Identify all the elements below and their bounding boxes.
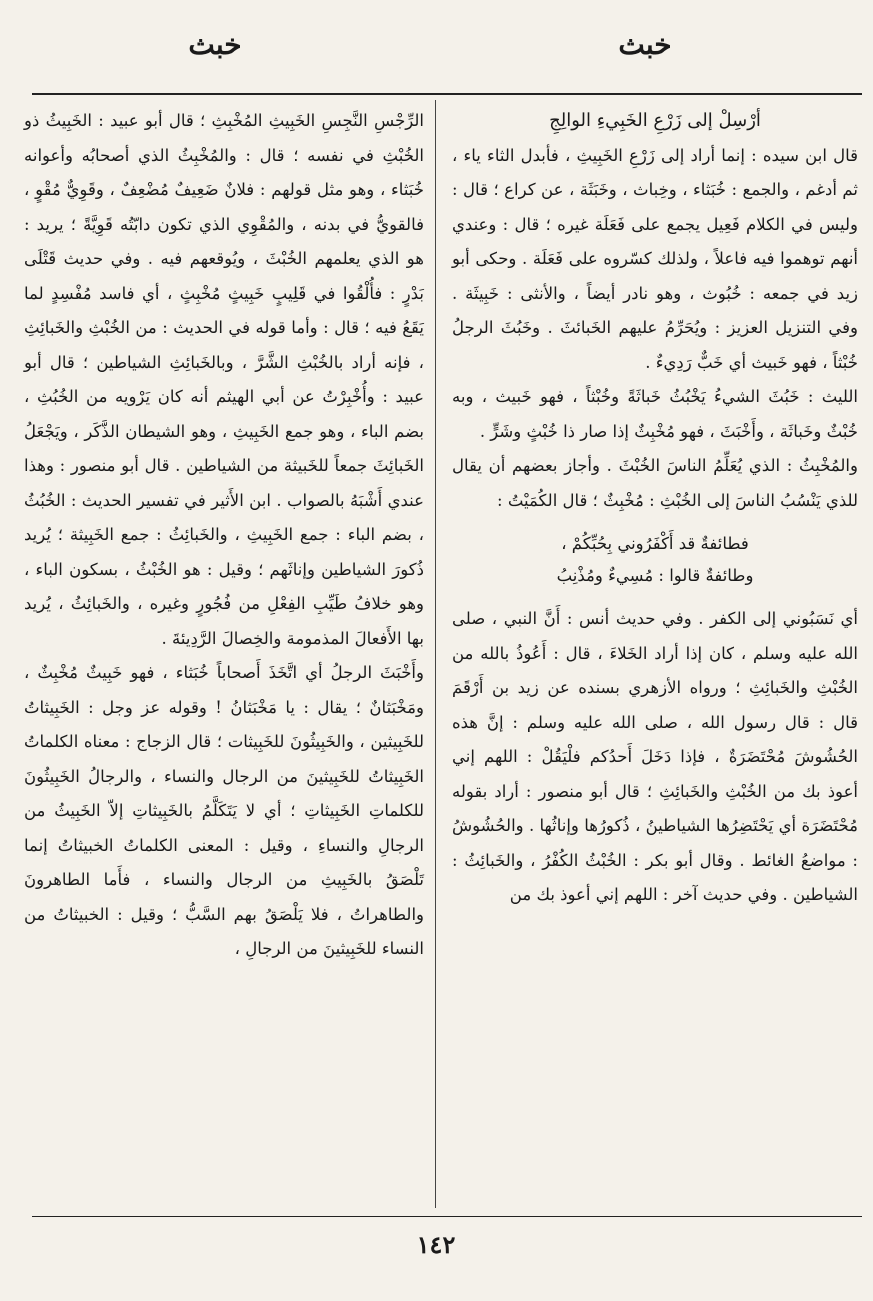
paragraph: قال ابن سيده : إنما أراد إلى زَرْعِ الخَبِيثِ ، فأبدل الثاء ياء ، ثم أدغم ، والجمع : خُبَثاء ، وخِباث ، وخَبَثَة ، عن كراع ؛ قال : وليس في الكلام فَعِيل يجمع على فَعَلَة غيره ؛ قال : وعندي أنهم توهموا فيه فاعلاً ، ولذلك كسّروه على فَعَلَة . وحكى أبو زيد في جمعه : خُبُوث ، وهو نادر أيضاً ، والأنثى : خَبِيثَة . وفي التنزيل العزيز : ويُحَرِّمُ عليهم الخَبائثَ . وخَبُثَ الرجلُ خُبْثاً ، فهو خَبيث أي خَبٌّ رَدِيءٌ . (452, 145, 858, 372)
column-divider (435, 100, 436, 1208)
verse-line: وطائفةٌ قالوا : مُسِيءٌ ومُذْنِبُ (556, 566, 754, 585)
paragraph: الليث : خَبُثَ الشيءُ يَخْبُثُ خَباثَةً وخُبْثاً ، فهو خَبيث ، وبه خُبْثٌ وخَباثَة ، وأَخْبَثَ ، فهو مُخْبِثٌ إذا صار ذا خُبْثٍ وشَرٍّ . (452, 387, 858, 441)
left-column (24, 104, 424, 967)
page-number: ١٤٢ (416, 1230, 456, 1259)
poetry-verse (452, 528, 858, 592)
paragraph: الرِّجْسِ النَّجِسِ الخَبِيثِ المُخْبِثِ ؛ قال أبو عبيد : الخَبِيثُ ذو الخُبْثِ في نفسه ؛ قال : والمُخْبِثُ الذي أصحابُه وأعوانه خُبَثاء ، وهو مثل قولهم : فلانٌ ضَعِيفٌ مُضْعِفٌ ، وقَوِيٌّ مُقْوٍ ، فالقويُّ في بدنه ، والمُقْوِي الذي تكون دابّتُه قَوِيَّةً ؛ يريد : هو الذي يعلمهم الخُبْثَ ، ويُوقعهم فيه . وفي حديث قَتْلَى بَدْرٍ : فأُلْقُوا في قَلِيبٍ خَبِيثٍ مُخْبِثٍ ، أي فاسد مُفْسِدٍ لما يَقَعُ فيه ؛ قال : وأما قوله في الحديث : من الخُبْثِ والخَبائِثِ ، فإنه أراد بالخُبْثِ الشَّرَّ ، وبالخَبائِثِ الشياطين ؛ قال أبو عبيد : وأُخْبِرْتُ عن أبي الهيثم أنه كان يَرْويه من الخُبُثِ ، بضم الباء ، وهو جمع الخَبِيثِ ، وهو الشيطان الذَّكَر ، ويَجْعَلُ الخَبائِثَ جمعاً للخَبيثة من الشياطين . قال أبو منصور : وهذا عندي أَشْبَهُ بالصواب . ابن الأَثير في تفسير الحديث : الخُبُثُ ، بضم الباء : جمع الخَبِيثِ ، والخَبائِثُ : جمع الخَبِيثة ؛ يُريد ذُكورَ الشياطين وإناثَهم ؛ وقيل : هو الخُبْثُ ، بسكون الباء ، وهو خلافُ طَيِّبِ الفِعْلِ من فُجُورٍ وغيره ، والخَبائِثُ ، يُريد بها الأَفعالَ المذمومة والخِصالَ الرَّدِيئةَ . (24, 111, 424, 648)
running-header-right: خبث (618, 28, 672, 61)
verse-line: فطائفةٌ قد أَكْفَرُوني بِحُبِّكُمْ ، (561, 534, 749, 553)
paragraph: والمُخْبِثُ : الذي يُعَلِّمُ الناسَ الخُبْثَ . وأجاز بعضهم أن يقال للذي يَنْسُبُ الناسَ إلى الخُبْثِ : مُخْبِثٌ ؛ قال الكُمَيْتُ : (452, 456, 858, 510)
paragraph: أي نَسَبُوني إلى الكفر . وفي حديث أنس : أَنَّ النبي ، صلى الله عليه وسلم ، كان إذا أراد الخَلاءَ ، قال : أَعُوذُ بالله من الخُبْثِ والخَبائِثِ ؛ ورواه الأزهري بسنده عن زيد بن أَرْقَمَ قال : قال رسول الله ، صلى الله عليه وسلم : إنَّ هذه الحُشُوشَ مُحْتَضَرَةٌ ، فإذا دَخَلَ أَحدُكم فلْيَقُلْ : اللهم إني أعوذ بك من الخُبْثِ والخَبائِثِ ؛ قال أبو منصور : أراد بقوله مُحْتَضَرَة أي يَحْتَضِرُها الشياطينُ ، ذُكورُها وإناثُها . والحُشُوشُ : مواضعُ الغائط . وقال أبو بكر : الخُبْثُ الكُفْرُ ، والخَبائِثُ : الشياطين . وفي حديث آخر : اللهم إني أعوذ بك من (452, 609, 858, 904)
paragraph: وأَخْبَثَ الرجلُ أي اتَّخَذَ أَصحاباً خُبَثاء ، فهو خَبِيثٌ مُخْبِثٌ ، ومَخْبَثانٌ ؛ يقال : يا مَخْبَثانُ ! وقوله عز وجل : الخَبِيثاتُ للخَبِيثين ، والخَبِيثُونَ للخَبِيثات ؛ قال الزجاج : معناه الكلماتُ الخَبِيثاتُ للخَبِيثينَ من الرجال والنساء ، والرجالُ الخَبِيثُونَ للكلماتِ الخَبِيثاتِ ؛ أي لا يَتَكَلَّمُ بالخَبِيثاتِ إلاّ الخَبِيثُ من الرجالِ والنساءِ ، وقيل : المعنى الكلماتُ الخبيثاتُ إنما تَلْصَقُ بالخَبِيثِ من الرجال والنساء ، فأَما الطاهرونَ والطاهراتُ ، فلا يَلْصَقُ بهم السَّبُّ ؛ وقيل : الخبيثاتُ من النساء للخَبِيثينَ من الرجالِ ، (24, 663, 424, 958)
footer-rule (32, 1216, 862, 1217)
header-rule (32, 93, 862, 95)
running-header-left: خبث (188, 28, 242, 61)
verse-headline: أرْسِلْ إلى زَرْعِ الخَبِيءِ الوالِجِ (549, 110, 761, 131)
right-column (452, 104, 858, 913)
